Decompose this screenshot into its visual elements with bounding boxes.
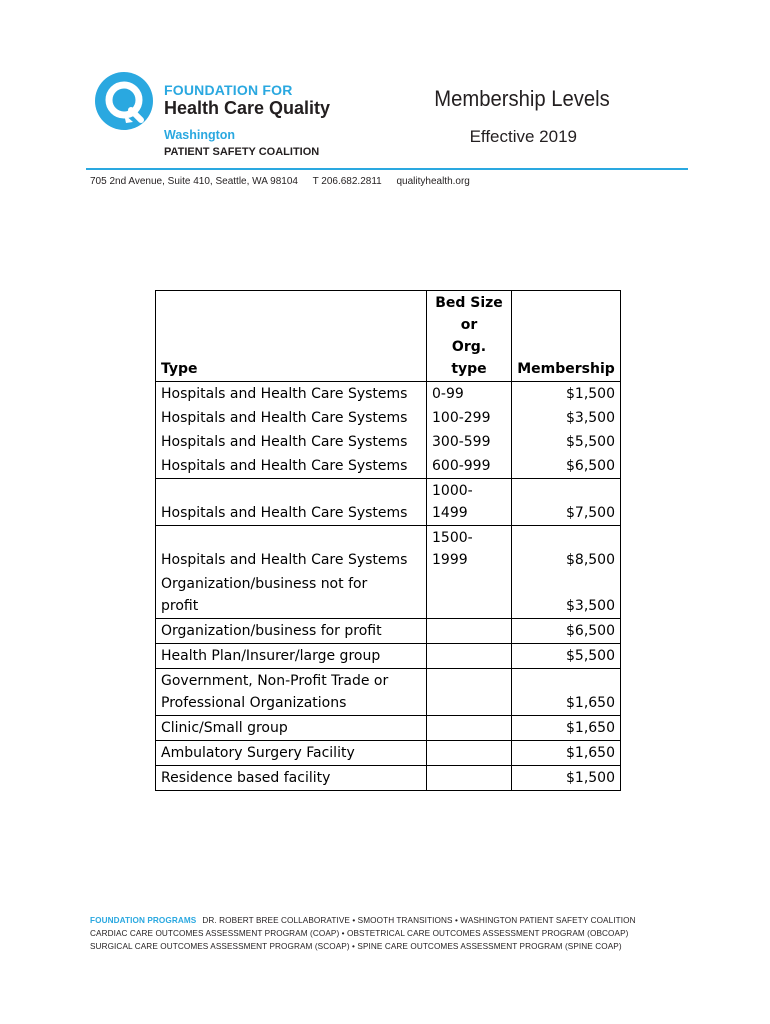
footer-programs (90, 914, 636, 953)
footer-line-2: CARDIAC CARE OUTCOMES ASSESSMENT PROGRAM (COAP) • OBSTETRICAL CARE OUTCOMES ASSESSMENT PROGRAM (OBCOAP) (90, 929, 629, 938)
table-row: Hospitals and Health Care Systems 1000- 1499 $7,500 (156, 479, 621, 526)
header-type: Type (156, 291, 427, 382)
membership-table (155, 290, 621, 791)
table-row: Clinic/Small group $1,650 (156, 716, 621, 741)
org-name-line1: FOUNDATION FOR (164, 82, 293, 98)
footer-lead: FOUNDATION PROGRAMS (90, 916, 197, 925)
phone: T 206.682.2811 (312, 176, 382, 187)
table-row: Hospitals and Health Care Systems 600-999 $6,500 (156, 454, 621, 479)
table-row: Organization/business not for profit $3,500 (156, 572, 621, 619)
footer-line-3: SURGICAL CARE OUTCOMES ASSESSMENT PROGRAM (SCOAP) • SPINE CARE OUTCOMES ASSESSMENT PROGRAM (SPINE COAP) (90, 942, 622, 951)
table-row: Government, Non-Profit Trade or Professional Organizations $1,650 (156, 669, 621, 716)
table-row: Residence based facility $1,500 (156, 766, 621, 791)
org-name-line2: Health Care Quality (164, 98, 331, 118)
table-row: Ambulatory Surgery Facility $1,650 (156, 741, 621, 766)
table-row: Hospitals and Health Care Systems 0-99 $1,500 (156, 382, 621, 407)
header-divider (86, 168, 688, 170)
table-row: Hospitals and Health Care Systems 1500- 1999 $8,500 (156, 526, 621, 573)
header-membership: Membership (512, 291, 621, 382)
coalition-name-line1: Washington (164, 128, 236, 142)
header-bed-size: Bed Size or Org. type (427, 291, 512, 382)
table-row: Health Plan/Insurer/large group $5,500 (156, 644, 621, 669)
table-row: Hospitals and Health Care Systems 300-599 $5,500 (156, 430, 621, 454)
table-row: Organization/business for profit $6,500 (156, 619, 621, 644)
footer-line-1: FOUNDATION PROGRAMS DR. ROBERT BREE COLLABORATIVE • SMOOTH TRANSITIONS • WASHINGTON PATIENT SAFETY COALITION (90, 916, 636, 925)
document-title: Membership Levels (434, 86, 610, 111)
address: 705 2nd Avenue, Suite 410, Seattle, WA 98104 (90, 176, 298, 187)
coalition-name-line2: PATIENT SAFETY COALITION (164, 146, 320, 158)
table-header-row (156, 291, 621, 382)
foundation-logo-icon (93, 70, 157, 134)
website-link[interactable]: qualityhealth.org (396, 176, 470, 187)
contact-line (90, 176, 482, 187)
effective-date: Effective 2019 (469, 127, 577, 146)
table-row: Hospitals and Health Care Systems 100-299 $3,500 (156, 406, 621, 430)
